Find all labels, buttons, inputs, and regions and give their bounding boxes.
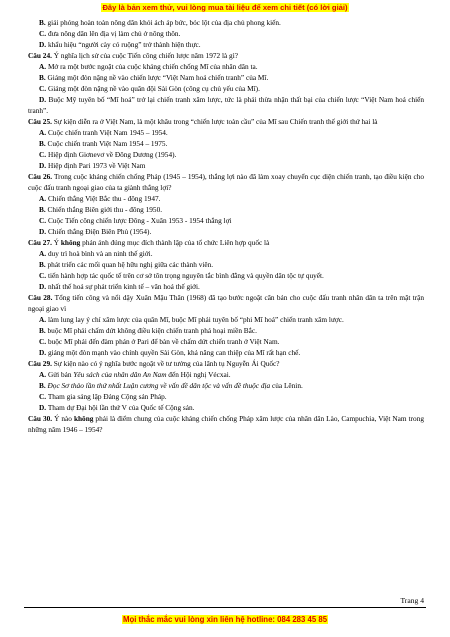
answer-option [28, 28, 424, 39]
question-text: Trong cuộc kháng chiến chống Pháp (1945 – 1954), thắng lợi nào đã làm xoay chuyển cục diện chiến tranh, tạo điều kiện cho cuộc đấu tranh ngoại giao của ta giành thắng lợi? [28, 172, 425, 192]
option-letter: B. [39, 73, 46, 82]
option-text: Chiến thắng Việt Bắc thu - đông 1947. [47, 194, 161, 203]
question-text: Ý nào [54, 414, 74, 423]
answer-option [28, 215, 424, 226]
option-text: Cuộc chiến tranh Việt Nam 1954 – 1975. [47, 139, 168, 148]
option-text: Cuộc Tiến công chiến lược Đông - Xuân 1953 - 1954 thắng lợi [47, 216, 232, 225]
question-number: Câu 24. [28, 51, 52, 60]
answer-option [28, 226, 424, 237]
answer-option [28, 94, 424, 116]
answer-option [28, 160, 424, 171]
option-text: Giáng một đòn nặng nề vào chiến lược “Việt Nam hoá chiến tranh” của Mĩ. [47, 73, 269, 82]
answer-option [28, 204, 424, 215]
option-text: Gửi bản [47, 370, 74, 379]
negation-word: không [60, 238, 81, 247]
question [28, 413, 424, 435]
negation-word: không [73, 414, 94, 423]
page-number: Trang 4 [400, 596, 424, 605]
option-text: Giáng một đòn nặng nề vào quân đội Sài Gòn (công cụ chủ yếu của Mĩ). [47, 84, 260, 93]
option-text: Cuộc chiến tranh Việt Nam 1945 – 1954. [47, 128, 168, 137]
option-letter: D. [39, 227, 47, 236]
option-text: của Lênin. [270, 381, 303, 390]
option-italic-text: Đọc Sơ thảo lần thứ nhất Luận cương về vấn đề dân tộc và vấn đề thuộc địa [47, 381, 271, 390]
question-text: phải là điểm chung của cuộc kháng chiến chống Pháp xâm lược của nhân dân Lào, Campuchia, Việt Nam trong những năm 1946 – 1954? [28, 414, 424, 434]
option-letter: A. [39, 128, 47, 137]
option-text: duy trì hoà bình và an ninh thế giới. [47, 249, 153, 258]
answer-option [28, 127, 424, 138]
answer-option [28, 314, 424, 325]
option-letter: A. [39, 315, 47, 324]
option-letter: B. [39, 326, 46, 335]
footer-divider [24, 607, 426, 608]
answer-option [28, 259, 424, 270]
question-number: Câu 29. [28, 359, 52, 368]
preview-banner-text: Đây là bản xem thử, vui lòng mua tài liệu để xem chi tiết (có lời giải) [102, 3, 348, 12]
option-text: Tham dự Đại hội lần thứ V của Quốc tế Cộng sản. [47, 403, 195, 412]
option-text: giáng một đòn mạnh vào chính quyền Sài Gòn, khả năng can thiệp của Mĩ rất hạn chế. [47, 348, 301, 357]
answer-option [28, 391, 424, 402]
option-letter: A. [39, 370, 47, 379]
option-text: Hiệp định Giơnevơ về Đông Dương (1954). [47, 150, 177, 159]
option-letter: D. [39, 348, 47, 357]
option-text: buộc Mĩ phải đến đàm phán ở Pari để bàn về chấm dứt chiến tranh ở Việt Nam. [47, 337, 280, 346]
question-text: Sự kiện nào có ý nghĩa bước ngoặt về tư tưởng của lãnh tụ Nguyễn Ái Quốc? [53, 359, 280, 368]
option-text: Chiến thắng Biên giới thu - đông 1950. [47, 205, 163, 214]
question-number: Câu 28. [28, 293, 53, 302]
question [28, 358, 424, 369]
option-text: Hiệp định Pari 1973 về Việt Nam [47, 161, 146, 170]
question [28, 292, 424, 314]
option-text: đến Hội nghị Vécxai. [166, 370, 231, 379]
answer-option [28, 347, 424, 358]
question-number: Câu 25. [28, 117, 52, 126]
answer-option [28, 17, 424, 28]
answer-option [28, 149, 424, 160]
question-text: Sự kiện diễn ra ở Việt Nam, là một khâu trong “chiến lược toàn cầu” của Mĩ sau Chiến tranh thế giới thứ hai là [53, 117, 378, 126]
option-letter: D. [39, 282, 47, 291]
option-text: buộc Mĩ phải chấm dứt không điều kiện chiến tranh phá hoại miền Bắc. [47, 326, 257, 335]
option-letter: A. [39, 194, 47, 203]
option-text: Mở ra một bước ngoặt của cuộc kháng chiến chống Mĩ của nhân dân ta. [47, 62, 258, 71]
answer-option [28, 380, 424, 391]
option-letter: D. [39, 403, 47, 412]
option-letter: D. [39, 161, 47, 170]
option-letter: C. [39, 150, 47, 159]
answer-option [28, 83, 424, 94]
answer-option [28, 270, 424, 281]
hotline-banner-text: Mọi thắc mắc vui lòng xin liên hệ hotline: 084 283 45 85 [122, 615, 328, 624]
option-letter: B. [39, 139, 46, 148]
option-letter: C. [39, 29, 47, 38]
option-text: làm lung lay ý chí xâm lược của quân Mĩ, buộc Mĩ phải tuyên bố “phi Mĩ hoá” chiến tranh xâm lược. [47, 315, 344, 324]
option-letter: A. [39, 249, 47, 258]
option-text: đưa nông dân lên địa vị làm chủ ở nông thôn. [47, 29, 181, 38]
answer-option [28, 61, 424, 72]
answer-option [28, 39, 424, 50]
option-letter: B. [39, 381, 46, 390]
question [28, 171, 424, 193]
answer-option [28, 336, 424, 347]
option-letter: D. [39, 40, 47, 49]
option-text: phát triển các mối quan hệ hữu nghị giữa các thành viên. [47, 260, 214, 269]
option-text: khẩu hiệu “người cày có ruộng” trở thành hiện thực. [47, 40, 201, 49]
question-text: Ý nghĩa lịch sử của cuộc Tiến công chiến lược năm 1972 là gì? [53, 51, 238, 60]
answer-option [28, 325, 424, 336]
option-letter: B. [39, 18, 46, 27]
question [28, 237, 424, 248]
option-text: Chiến thắng Điện Biên Phủ (1954). [47, 227, 152, 236]
option-letter: D. [39, 95, 47, 104]
option-letter: C. [39, 84, 47, 93]
option-text: Buộc Mỹ tuyên bố “Mĩ hoá” trở lại chiến tranh xâm lược, tức là phải thừa nhận thất bại của chiến lược “Việt Nam hoá chiến tranh”. [28, 95, 425, 115]
option-text: nhất thế hoá sự phát triển kinh tế – văn hoá thế giới. [47, 282, 200, 291]
option-text: Tham gia sáng lập Đảng Cộng sản Pháp. [47, 392, 167, 401]
option-text: tiến hành hợp tác quốc tế trên cơ sở tôn trọng nguyên tắc bình đẳng và quyền dân tộc tự quyết. [47, 271, 324, 280]
question-text: Tổng tiến công và nổi dậy Xuân Mậu Thân (1968) đã tạo bước ngoặt căn bản cho cuộc đấu tranh nhân dân ta trên mặt trận ngoại giao vì [28, 293, 424, 313]
question-number: Câu 26. [28, 172, 53, 181]
option-text: giải phóng hoàn toàn nông dân khỏi ách áp bức, bóc lột của địa chủ phong kiến. [47, 18, 281, 27]
answer-option [28, 369, 424, 380]
option-letter: B. [39, 205, 46, 214]
hotline-banner [0, 615, 450, 624]
document-body [28, 17, 424, 435]
answer-option [28, 193, 424, 204]
question-number: Câu 30. [28, 414, 53, 423]
answer-option [28, 138, 424, 149]
option-letter: C. [39, 216, 47, 225]
preview-banner [0, 3, 450, 12]
answer-option [28, 402, 424, 413]
option-letter: C. [39, 392, 47, 401]
option-italic-text: Yêu sách của nhân dân An Nam [73, 370, 167, 379]
question-text: phản ánh đúng mục đích thành lập của tổ chức Liên hợp quốc là [80, 238, 270, 247]
option-letter: A. [39, 62, 47, 71]
answer-option [28, 72, 424, 83]
option-letter: C. [39, 271, 47, 280]
option-letter: B. [39, 260, 46, 269]
answer-option [28, 248, 424, 259]
question [28, 116, 424, 127]
answer-option [28, 281, 424, 292]
question [28, 50, 424, 61]
question-number: Câu 27. [28, 238, 52, 247]
option-letter: C. [39, 337, 47, 346]
question-text: Ý [53, 238, 61, 247]
